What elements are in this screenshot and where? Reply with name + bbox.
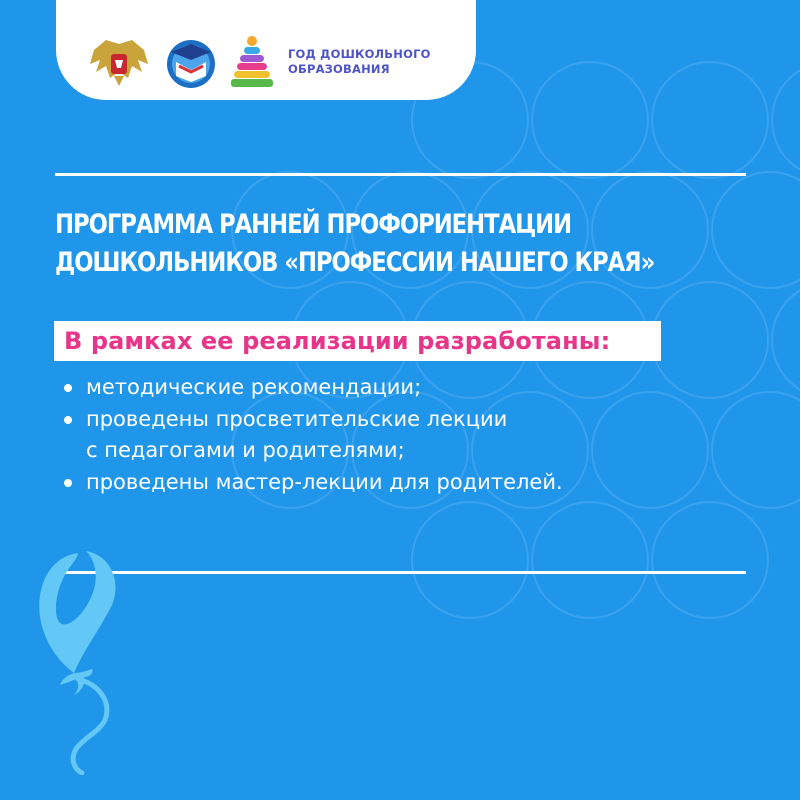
highlight-banner xyxy=(54,321,661,361)
year-title xyxy=(288,47,468,77)
list-item xyxy=(64,467,704,499)
logo-bar xyxy=(56,0,476,100)
page-title xyxy=(55,206,655,282)
year-title-line: ГОД ДОШКОЛЬНОГО xyxy=(288,47,431,61)
list-item xyxy=(64,404,704,467)
top-divider xyxy=(55,173,746,176)
balloon-icon xyxy=(30,545,140,775)
list-item xyxy=(64,372,704,404)
toy-pyramid-icon xyxy=(230,36,274,88)
bullet-icon xyxy=(64,479,72,487)
list-item-text: проведены мастер-лекции для родителей. xyxy=(86,469,563,494)
page-title-line: ПРОГРАММА РАННЕЙ ПРОФОРИЕНТАЦИИ xyxy=(55,209,572,240)
bullet-icon xyxy=(64,416,72,424)
year-title-line: ОБРАЗОВАНИЯ xyxy=(288,62,390,76)
bullet-list xyxy=(64,372,704,498)
list-item-text: методические рекомендации; xyxy=(86,375,422,399)
highlight-text: В рамках ее реализации разработаны: xyxy=(64,327,611,355)
ministry-of-education-logo-icon xyxy=(162,36,220,90)
list-item-text: проведены просветительские лекции xyxy=(86,406,508,431)
bullet-icon xyxy=(64,384,72,392)
list-item-text: с педагогами и родителями; xyxy=(86,438,405,462)
russian-coat-of-arms-icon xyxy=(88,38,150,88)
page-title-line: ДОШКОЛЬНИКОВ «ПРОФЕССИИ НАШЕГО КРАЯ» xyxy=(55,247,655,278)
bottom-divider xyxy=(55,571,746,574)
